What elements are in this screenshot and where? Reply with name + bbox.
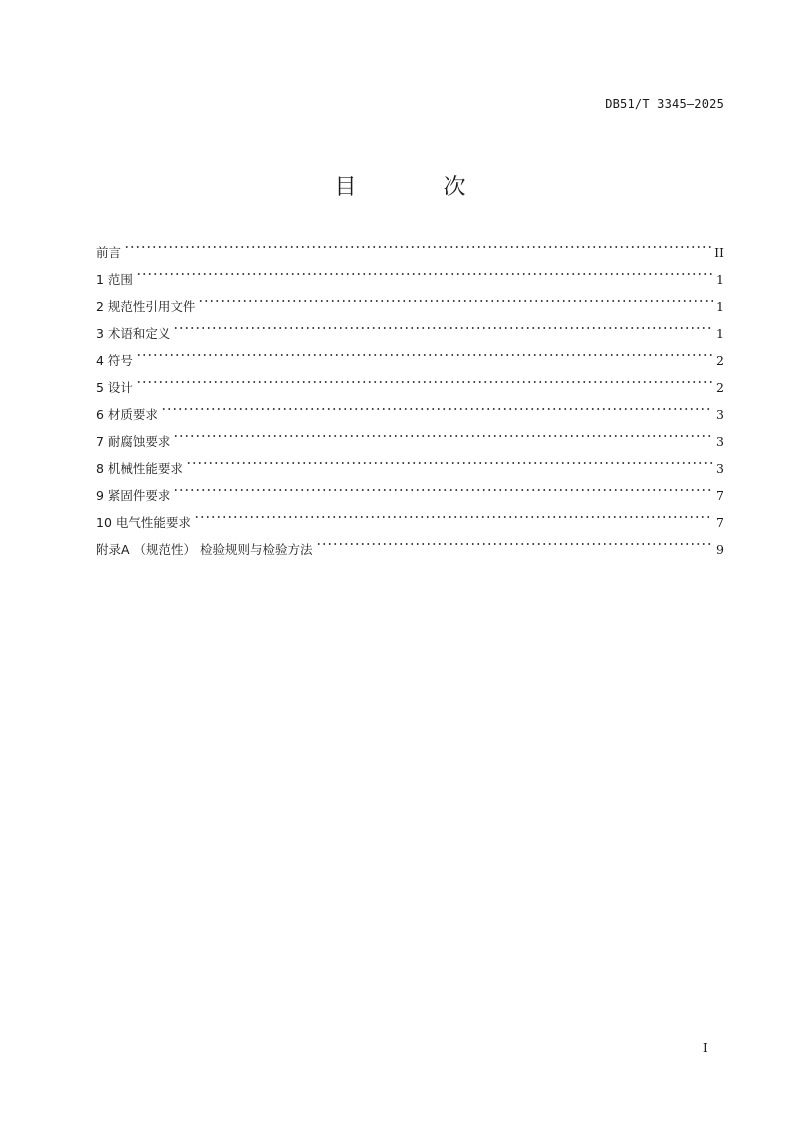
page-number: I [703,1041,708,1055]
toc-entry-page: 7 [716,488,724,503]
standard-code: DB51/T 3345—2025 [605,97,724,111]
table-of-contents [96,243,724,567]
toc-entry-normative-references[interactable] [96,297,724,324]
dot-leader [194,510,713,524]
toc-entry-label: 3 术语和定义 [96,326,171,341]
toc-entry-page: 3 [716,461,724,476]
toc-entry-material-requirements[interactable] [96,405,724,432]
toc-title: 目 次 [334,175,506,200]
dot-leader [173,429,713,443]
toc-entry-foreword[interactable] [96,243,724,270]
toc-entry-page: 1 [716,326,724,341]
dot-leader [173,483,713,497]
toc-entry-label: 前言 [96,245,122,260]
toc-entry-label: 5 设计 [96,380,133,395]
toc-entry-label: 1 范围 [96,272,133,287]
toc-entry-label: 10 电气性能要求 [96,515,191,530]
dot-leader [186,456,713,470]
toc-entry-symbols[interactable] [96,351,724,378]
dot-leader [136,267,713,281]
dot-leader [124,240,711,254]
dot-leader [136,348,713,362]
dot-leader [316,537,714,551]
toc-entry-page: 1 [716,299,724,314]
toc-entry-fasteners[interactable] [96,486,724,513]
toc-entry-label: 4 符号 [96,353,133,368]
toc-entry-terms-definitions[interactable] [96,324,724,351]
toc-entry-page: 3 [716,434,724,449]
dot-leader [173,321,713,335]
dot-leader [198,294,713,308]
toc-entry-page: 1 [716,272,724,287]
toc-entry-page: 2 [716,353,724,368]
toc-entry-label: 2 规范性引用文件 [96,299,196,314]
toc-entry-label: 附录A （规范性） 检验规则与检验方法 [96,542,313,557]
toc-entry-label: 6 材质要求 [96,407,158,422]
toc-entry-label: 9 紧固件要求 [96,488,171,503]
toc-entry-mechanical-performance[interactable] [96,459,724,486]
toc-entry-electrical-performance[interactable] [96,513,724,540]
toc-entry-page: II [714,245,724,260]
toc-entry-design[interactable] [96,378,724,405]
dot-leader [161,402,713,416]
dot-leader [136,375,713,389]
toc-entry-scope[interactable] [96,270,724,297]
toc-entry-label: 8 机械性能要求 [96,461,183,476]
toc-entry-corrosion-resistance[interactable] [96,432,724,459]
toc-entry-page: 9 [716,542,724,557]
toc-entry-page: 2 [716,380,724,395]
toc-entry-page: 7 [716,515,724,530]
toc-entry-appendix-a[interactable] [96,540,724,567]
toc-entry-page: 3 [716,407,724,422]
toc-entry-label: 7 耐腐蚀要求 [96,434,171,449]
